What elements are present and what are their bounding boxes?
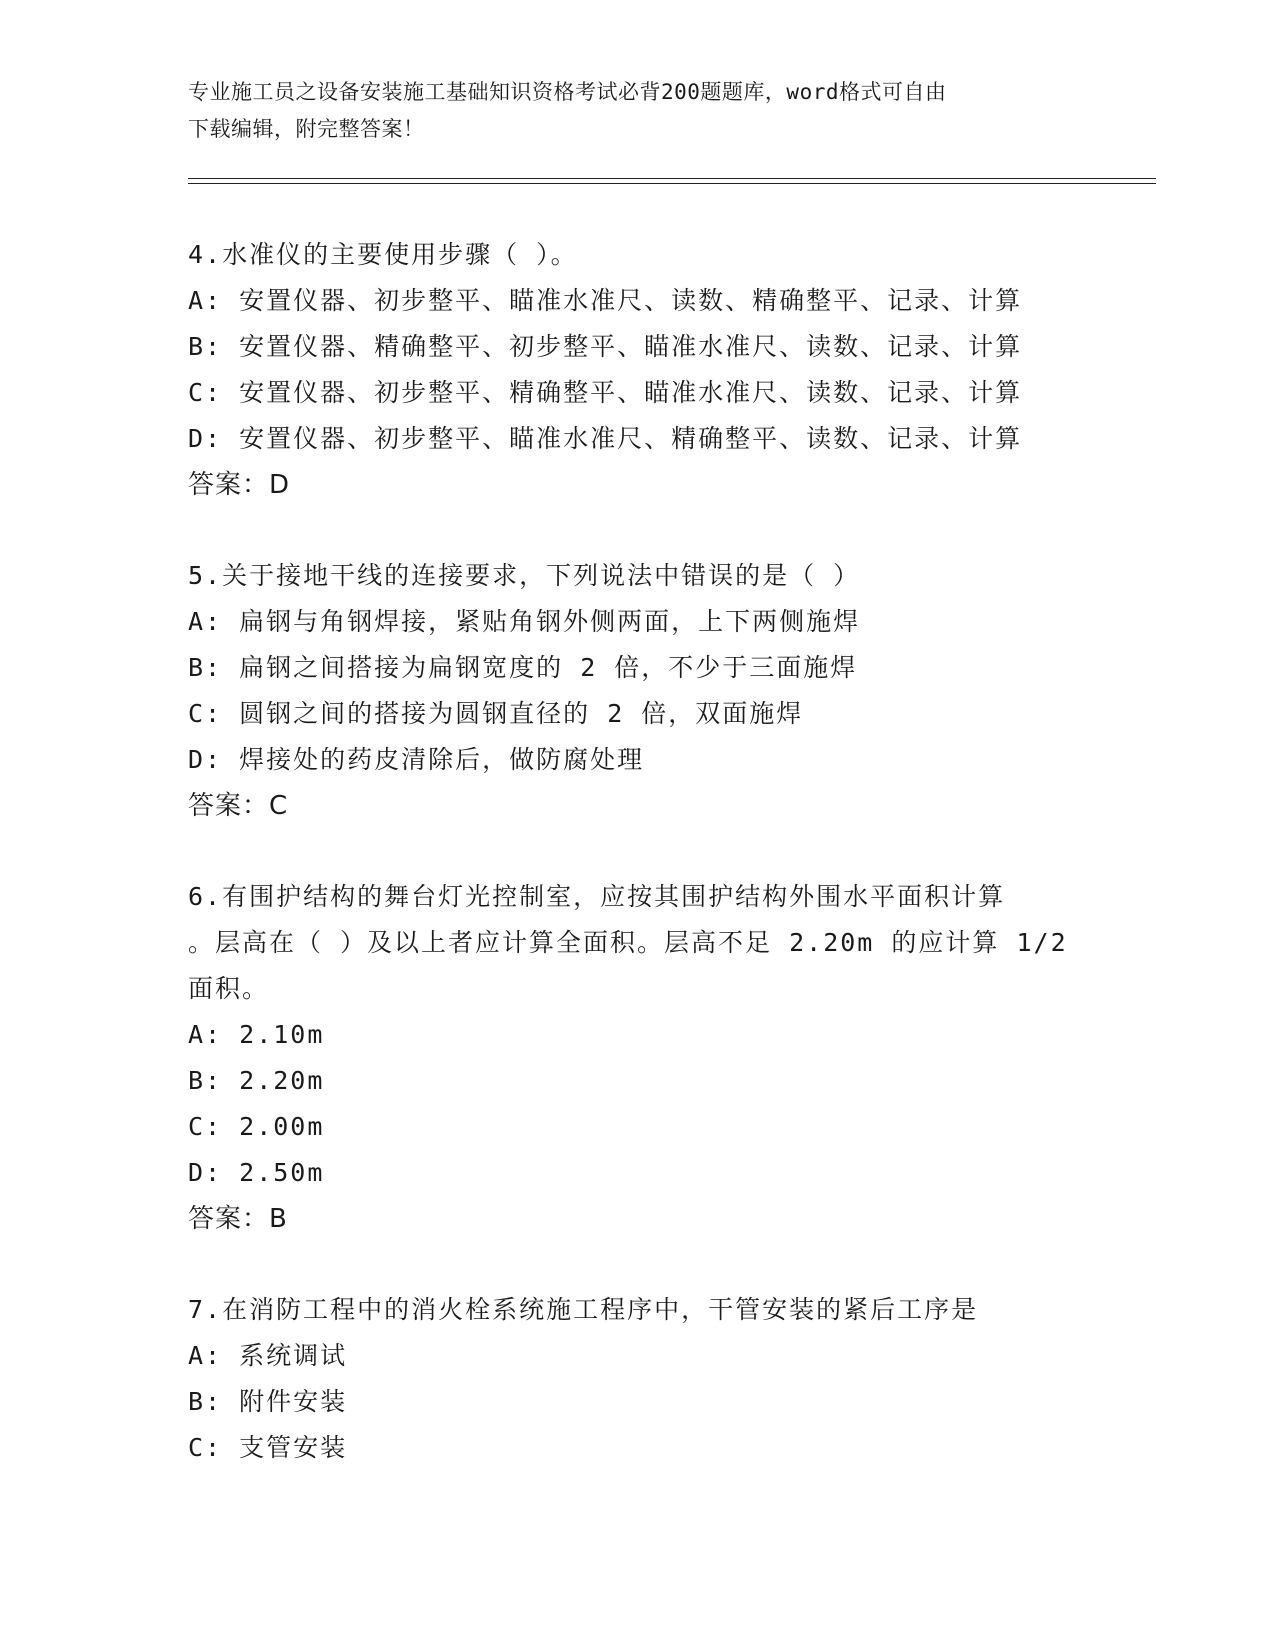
header-line-2: 下载编辑，附完整答案！ xyxy=(188,117,425,141)
question-7 xyxy=(188,1287,1088,1471)
answer: 答案：C xyxy=(188,791,289,821)
option-a: A: 2.10m xyxy=(188,1020,325,1049)
question-6 xyxy=(188,874,1088,1242)
option-b: B: 安置仪器、精确整平、初步整平、瞄准水准尺、读数、记录、计算 xyxy=(188,332,1023,361)
option-a: A: 系统调试 xyxy=(188,1341,348,1370)
question-list xyxy=(188,232,1088,1516)
option-d: D: 焊接处的药皮清除后，做防腐处理 xyxy=(188,745,645,774)
question-text-line-1: 6.有围护结构的舞台灯光控制室，应按其围护结构外围水平面积计算 xyxy=(188,882,1006,911)
option-d: D: 2.50m xyxy=(188,1158,325,1187)
option-c: C: 圆钢之间的搭接为圆钢直径的 2 倍，双面施焊 xyxy=(188,699,804,728)
header-line-1: 专业施工员之设备安装施工基础知识资格考试必背200题题库，word格式可自由 xyxy=(188,80,947,104)
option-b: B: 附件安装 xyxy=(188,1387,348,1416)
header-divider-bottom xyxy=(188,183,1156,184)
option-d: D: 安置仪器、初步整平、瞄准水准尺、精确整平、读数、记录、计算 xyxy=(188,424,1023,453)
question-text: 5.关于接地干线的连接要求，下列说法中错误的是（ ） xyxy=(188,561,861,590)
question-text-line-2: 。层高在（ ）及以上者应计算全面积。层高不足 2.20m 的应计算 1/2 xyxy=(188,928,1068,957)
answer: 答案：D xyxy=(188,470,291,500)
question-text-line-3: 面积。 xyxy=(188,974,270,1003)
question-text: 7.在消防工程中的消火栓系统施工程序中，干管安装的紧后工序是 xyxy=(188,1295,979,1324)
option-c: C: 2.00m xyxy=(188,1112,325,1141)
question-4 xyxy=(188,232,1088,508)
option-a: A: 安置仪器、初步整平、瞄准水准尺、读数、精确整平、记录、计算 xyxy=(188,286,1023,315)
option-c: C: 支管安装 xyxy=(188,1433,348,1462)
question-text: 4.水准仪的主要使用步骤（ ）。 xyxy=(188,240,578,269)
option-a: A: 扁钢与角钢焊接，紧贴角钢外侧两面，上下两侧施焊 xyxy=(188,607,861,636)
header-divider-top xyxy=(188,178,1156,179)
answer: 答案：B xyxy=(188,1204,288,1234)
option-c: C: 安置仪器、初步整平、精确整平、瞄准水准尺、读数、记录、计算 xyxy=(188,378,1023,407)
document-header xyxy=(188,74,1068,148)
option-b: B: 2.20m xyxy=(188,1066,325,1095)
option-b: B: 扁钢之间搭接为扁钢宽度的 2 倍，不少于三面施焊 xyxy=(188,653,858,682)
question-5 xyxy=(188,553,1088,829)
